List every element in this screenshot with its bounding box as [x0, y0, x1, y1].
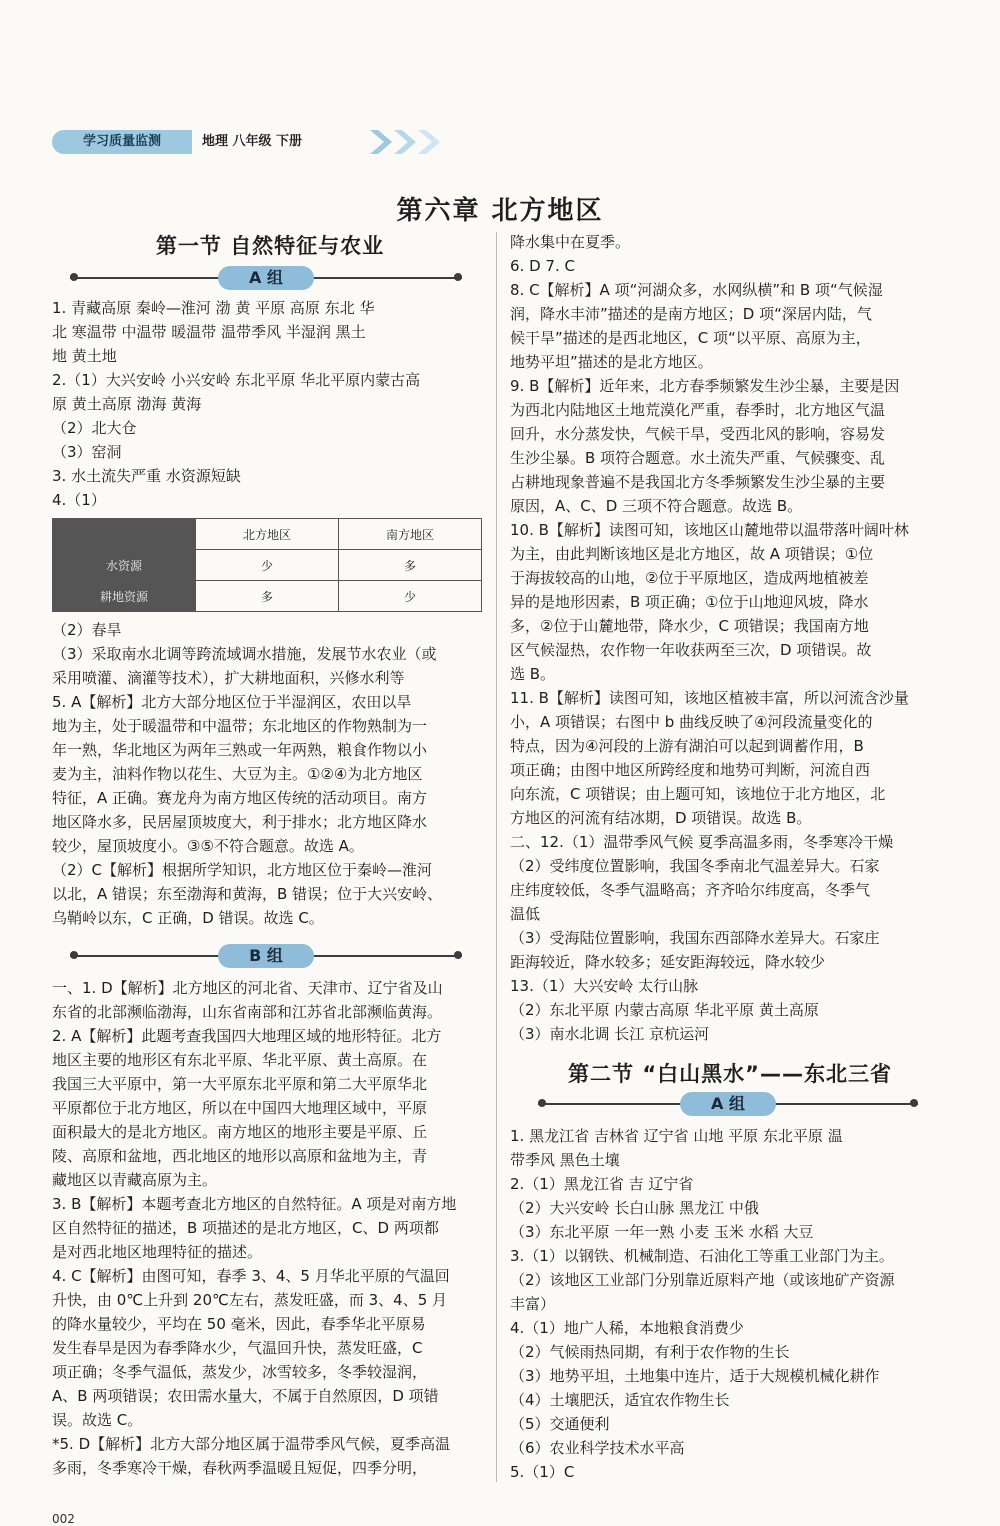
answer-line: （3）采取南水北调等跨流域调水措施，发展节水农业（或 — [52, 645, 437, 663]
answer-line: （3）南水北调 长江 京杭运河 — [510, 1025, 710, 1043]
group-b-label: B 组 — [218, 944, 314, 968]
resource-table — [52, 518, 482, 612]
table-row — [53, 581, 482, 612]
answer-line: （5）交通便利 — [510, 1415, 610, 1433]
table-cell: 少 — [339, 581, 482, 612]
group-a-bar — [70, 266, 462, 290]
group-a-answers — [52, 296, 488, 512]
answer-line: （3）地势平坦，土地集中连片，适于大规模机械化耕作 — [510, 1367, 880, 1385]
answer-line: 我国三大平原中，第一大平原东北平原和第二大平原华北 — [52, 1075, 428, 1093]
table-cell: 多 — [196, 581, 339, 612]
answer-line: 庄纬度较低，冬季气温略高；齐齐哈尔纬度高，冬季气 — [510, 881, 871, 899]
answer-line: *5. D【解析】北方大部分地区属于温带季风气候，夏季高温 — [52, 1435, 451, 1453]
answer-line: 2.（1）大兴安岭 小兴安岭 东北平原 华北平原内蒙古高 — [52, 371, 421, 389]
chevron-arrows-icon — [370, 128, 470, 156]
answer-line: 润，降水丰沛”描述的是南方地区；D 项“深居内陆，气 — [510, 305, 872, 323]
group-a-label: A 组 — [218, 266, 314, 290]
header-banner — [52, 126, 412, 158]
section-title-1: 第一节 自然特征与农业 — [155, 234, 385, 258]
answer-line: （2）大兴安岭 长白山脉 黑龙江 中俄 — [510, 1199, 759, 1217]
answer-line: （2）气候雨热同期，有利于农作物的生长 — [510, 1343, 790, 1361]
answer-line: 方地区的河流有结冰期，D 项错误。故选 B。 — [510, 809, 812, 827]
answer-line: 13.（1）大兴安岭 太行山脉 — [510, 977, 699, 995]
answer-line: 藏地区以青藏高原为主。 — [52, 1171, 218, 1189]
answer-line: 以北，A 错误；东至渤海和黄海，B 错误；位于大兴安岭、 — [52, 885, 443, 903]
answer-line: （3）受海陆位置影响，我国东西部降水差异大。石家庄 — [510, 929, 880, 947]
answer-line: 9. B【解析】近年来，北方春季频繁发生沙尘暴，主要是因 — [510, 377, 900, 395]
answer-line: 2. A【解析】此题考查我国四大地理区域的地形特征。北方 — [52, 1027, 442, 1045]
table-cell: 耕地资源 — [53, 581, 196, 612]
group-a-bar-2 — [538, 1092, 918, 1116]
answer-line: 4.（1）地广人稀，本地粮食消费少 — [510, 1319, 744, 1337]
page-number: 002 — [52, 1512, 75, 1526]
answer-line: 地 黄土地 — [52, 347, 117, 365]
answer-line: 候干旱”描述的是西北地区，C 项“以平原、高原为主， — [510, 329, 871, 347]
answer-line: 为主，由此判断该地区是北方地区，故 A 项错误；①位 — [510, 545, 874, 563]
answer-line: （2）春旱 — [52, 621, 122, 639]
right-answers-2 — [510, 1124, 950, 1484]
answer-line: 北 寒温带 中温带 暖温带 温带季风 半湿润 黑土 — [52, 323, 366, 341]
answer-line: 2.（1）黑龙江省 吉 辽宁省 — [510, 1175, 694, 1193]
answer-line: 面积最大的是北方地区。南方地区的地形主要是平原、丘 — [52, 1123, 428, 1141]
group-b-answers — [52, 976, 488, 1480]
answer-line: 占耕地现象普遍不是我国北方冬季频繁发生沙尘暴的主要 — [510, 473, 886, 491]
answer-line: 1. 黑龙江省 吉林省 辽宁省 山地 平原 东北平原 温 — [510, 1127, 843, 1145]
answer-line: 的降水量较少，平均在 50 毫米，因此，春季华北平原易 — [52, 1315, 426, 1333]
answer-line: （2）该地区工业部门分别靠近原料产地（或该地矿产资源 — [510, 1271, 895, 1289]
answer-line: 是对西北地区地理特征的描述。 — [52, 1243, 263, 1261]
answer-line: 5.（1）C — [510, 1463, 575, 1481]
answer-line: （2）东北平原 内蒙古高原 华北平原 黄土高原 — [510, 1001, 819, 1019]
column-divider — [496, 232, 497, 1482]
answer-line: （3）窑洞 — [52, 443, 122, 461]
table-row — [53, 550, 482, 581]
answer-line: 乌鞘岭以东，C 正确，D 错误。故选 C。 — [52, 909, 324, 927]
table-header-cell: 北方地区 — [196, 519, 339, 550]
answer-line: 生沙尘暴。B 项符合题意。水土流失严重、气候骤变、乱 — [510, 449, 886, 467]
answer-line: 3. B【解析】本题考查北方地区的自然特征。A 项是对南方地 — [52, 1195, 457, 1213]
answer-line: 原因，A、C、D 三项不符合题意。故选 B。 — [510, 497, 803, 515]
answer-line: 距海较近，降水较多；延安距海较远，降水较少 — [510, 953, 826, 971]
series-label: 学习质量监测 — [52, 130, 192, 154]
answer-line: 3.（1）以钢铁、机械制造、石油化工等重工业部门为主。 — [510, 1247, 894, 1265]
answer-line: 区自然特征的描述，B 项描述的是北方地区，C、D 两项都 — [52, 1219, 439, 1237]
answer-line: A、B 两项错误；农田需水量大，不属于自然原因，D 项错 — [52, 1387, 439, 1405]
answer-line: 地区降水多，民居屋顶坡度大，利于排水；北方地区降水 — [52, 813, 428, 831]
answer-line: 温低 — [510, 905, 541, 923]
answer-line: 异的是地形因素，B 项正确；①位于山地迎风坡，降水 — [510, 593, 869, 611]
answer-line: 陵、高原和盆地，西北地区的地形以高原和盆地为主，青 — [52, 1147, 428, 1165]
table-cell: 多 — [339, 550, 482, 581]
answer-line: （2）C【解析】根据所学知识，北方地区位于秦岭—淮河 — [52, 861, 433, 879]
answer-line: 年一熟，华北地区为两年三熟或一年两熟，粮食作物以小 — [52, 741, 428, 759]
answer-line: 8. C【解析】A 项“河湖众多，水网纵横”和 B 项“气候湿 — [510, 281, 883, 299]
section-title-2: 第二节 “白山黑水”——东北三省 — [568, 1062, 892, 1086]
answer-line: 原 黄土高原 渤海 黄海 — [52, 395, 202, 413]
answer-line: （3）东北平原 一年一熟 小麦 玉米 水稻 大豆 — [510, 1223, 814, 1241]
answer-line: 降水集中在夏季。 — [510, 233, 631, 251]
answer-line: 区气候湿热，农作物一年收获两至三次，D 项错误。故 — [510, 641, 872, 659]
table-cell: 水资源 — [53, 550, 196, 581]
answer-line: 4.（1） — [52, 491, 106, 509]
answer-line: 为西北内陆地区土地荒漠化严重，春季时，北方地区气温 — [510, 401, 886, 419]
answer-line: 多，②位于山麓地带，降水少，C 项错误；我国南方地 — [510, 617, 869, 635]
answer-line: 于海拔较高的山地，②位于平原地区，造成两地植被差 — [510, 569, 869, 587]
answer-line: 二、12.（1）温带季风气候 夏季高温多雨，冬季寒冷干燥 — [510, 833, 894, 851]
answer-line: 地势平坦”描述的是北方地区。 — [510, 353, 713, 371]
answer-line: 11. B【解析】读图可知，该地区植被丰富，所以河流含沙量 — [510, 689, 909, 707]
answer-line: 特征，A 正确。赛龙舟为南方地区传统的活动项目。南方 — [52, 789, 428, 807]
answer-line: 升快，由 0℃上升到 20℃左右，蒸发旺盛，而 3、4、5 月 — [52, 1291, 448, 1309]
answer-line: 项正确；由图中地区所跨经度和地势可判断，河流自西 — [510, 761, 871, 779]
answer-line: （2）北大仓 — [52, 419, 137, 437]
answer-line: 特点，因为④河段的上游有湖泊可以起到调蓄作用，B — [510, 737, 864, 755]
answer-line: 麦为主，油料作物以花生、大豆为主。①②④为北方地区 — [52, 765, 423, 783]
answer-line: （4）土壤肥沃，适宜农作物生长 — [510, 1391, 730, 1409]
answer-line: 带季风 黑色土壤 — [510, 1151, 620, 1169]
answer-line: 发生春旱是因为春季降水少，气温回升快，蒸发旺盛，C — [52, 1339, 423, 1357]
answer-line: 5. A【解析】北方大部分地区位于半湿润区，农田以旱 — [52, 693, 412, 711]
group-b-bar — [70, 944, 462, 968]
answer-line: 较少，屋顶坡度小。③⑤不符合题意。故选 A。 — [52, 837, 364, 855]
answer-line: （6）农业科学技术水平高 — [510, 1439, 685, 1457]
answer-line: 选 B。 — [510, 665, 556, 683]
table-header-cell — [53, 519, 196, 550]
book-label: 地理 八年级 下册 — [202, 134, 303, 149]
answer-line: 10. B【解析】读图可知，该地区山麓地带以温带落叶阔叶林 — [510, 521, 909, 539]
answer-line: 一、1. D【解析】北方地区的河北省、天津市、辽宁省及山 — [52, 979, 443, 997]
answer-line: 3. 水土流失严重 水资源短缺 — [52, 467, 241, 485]
answer-line: 多雨，冬季寒冷干燥，春秋两季温暖且短促，四季分明， — [52, 1459, 428, 1477]
right-answers-1 — [510, 230, 950, 1046]
group-a-answers-cont — [52, 618, 488, 930]
answer-line: 向东流，C 项错误；由上题可知，该地位于北方地区，北 — [510, 785, 886, 803]
table-header-cell: 南方地区 — [339, 519, 482, 550]
answer-line: 小，A 项错误；右图中 b 曲线反映了④河段流量变化的 — [510, 713, 873, 731]
answer-line: 6. D 7. C — [510, 257, 575, 275]
answer-line: （2）受纬度位置影响，我国冬季南北气温差异大。石家 — [510, 857, 880, 875]
answer-line: 项正确；冬季气温低，蒸发少，冰雪较多，冬季较湿润， — [52, 1363, 428, 1381]
answer-line: 回升，水分蒸发快，气候干旱，受西北风的影响，容易发 — [510, 425, 886, 443]
answer-line: 东省的北部濒临渤海，山东省南部和江苏省北部濒临黄海。 — [52, 1003, 443, 1021]
answer-line: 丰富） — [510, 1295, 556, 1313]
answer-line: 1. 青藏高原 秦岭—淮河 渤 黄 平原 高原 东北 华 — [52, 299, 375, 317]
answer-line: 地区主要的地形区有东北平原、华北平原、黄土高原。在 — [52, 1051, 428, 1069]
chapter-title: 第六章 北方地区 — [396, 196, 604, 226]
answer-line: 4. C【解析】由图可知，春季 3、4、5 月华北平原的气温回 — [52, 1267, 450, 1285]
answer-line: 采用喷灌、滴灌等技术），扩大耕地面积，兴修水利等 — [52, 669, 405, 687]
answer-line: 平原都位于北方地区，所以在中国四大地理区域中，平原 — [52, 1099, 428, 1117]
answer-line: 地为主，处于暖温带和中温带；东北地区的作物熟制为一 — [52, 717, 428, 735]
answer-line: 误。故选 C。 — [52, 1411, 143, 1429]
table-cell: 少 — [196, 550, 339, 581]
group-a-label-2: A 组 — [680, 1092, 776, 1116]
